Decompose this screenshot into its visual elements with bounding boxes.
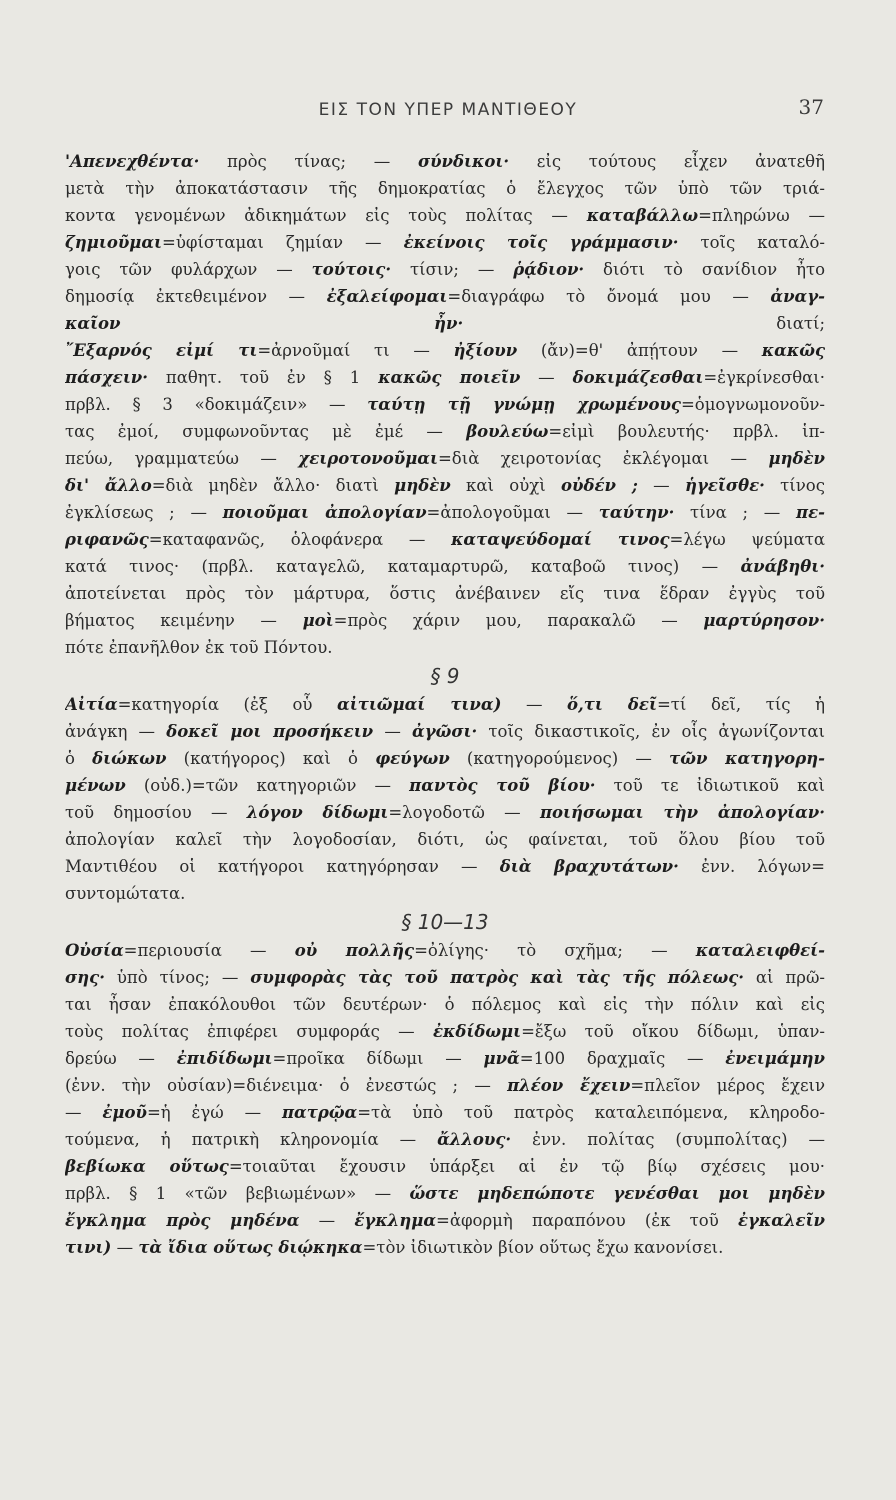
gloss-text: ὑπὸ τίνος; — [104, 968, 251, 987]
text-line [65, 337, 825, 364]
gloss-text: =λέγω ψεύματα [669, 530, 825, 549]
text-line [65, 229, 825, 256]
gloss-text: δημοσίᾳ ἐκτεθειμένον — [65, 287, 327, 306]
text-line [65, 964, 825, 991]
lemma-term: κακῶς ποιεῖν [378, 368, 521, 387]
gloss-text: τοῖς δικαστικοῖς, ἐν οἷς ἀγωνίζονται [477, 722, 825, 741]
lemma-term: ζημιοῦμαι [65, 233, 163, 252]
lemma-term: ταύτην· [598, 503, 675, 522]
lemma-term: ποιοῦμαι ἀπολογίαν [222, 503, 427, 522]
text-line [65, 553, 825, 580]
text-line [65, 472, 825, 499]
gloss-text: εἰς τούτους εἶχεν ἀνατεθῆ [509, 152, 825, 171]
lemma-term: καταλειφθεί- [695, 941, 825, 960]
lemma-term: ἐκδίδωμι [432, 1022, 522, 1041]
text-line [65, 1234, 825, 1261]
text-line [65, 1099, 825, 1126]
lemma-term: τούτοις· [311, 260, 392, 279]
lemma-term: ριφανῶς [65, 530, 149, 549]
text-line [65, 391, 825, 418]
gloss-text: =ἀπολογοῦμαι — [426, 503, 599, 522]
text-line [65, 799, 825, 826]
text-line [65, 991, 825, 1018]
text-line [65, 1045, 825, 1072]
lemma-term: μνᾶ [483, 1049, 520, 1068]
gloss-text: =ὁμογνωμονοῦν- [680, 395, 825, 414]
gloss-text: παθητ. τοῦ ἐν § 1 [148, 368, 379, 387]
gloss-text: πρὸς τίνας; — [199, 152, 418, 171]
gloss-text: ὁ [65, 749, 93, 768]
text-line [65, 256, 825, 283]
gloss-text: (ἐνν. τὴν οὐσίαν)=διένειμα· ὁ ἐνεστώς ; — [65, 1076, 508, 1095]
gloss-text: κοντα γενομένων ἀδικημάτων εἰς τοὺς πολίτας — [65, 206, 587, 225]
lemma-term: πλέον ἔχειν [507, 1076, 631, 1095]
gloss-text: =κατηγορία (ἐξ οὗ [117, 695, 338, 714]
text-line [65, 148, 825, 175]
text-line [65, 607, 825, 634]
lemma-term: παντὸς τοῦ βίου· [409, 776, 596, 795]
lemma-term: ἐκείνοις τοῖς γράμμασιν· [403, 233, 679, 252]
lemma-term: ἄλλους· [437, 1130, 512, 1149]
gloss-text: συντομώτατα. [65, 884, 186, 903]
lemma-term: ὅ,τι δεῖ [567, 695, 657, 714]
lemma-term: πάσχειν· [65, 368, 148, 387]
text-line [65, 1126, 825, 1153]
gloss-text: =ὀλίγης· τὸ σχῆμα; — [414, 941, 696, 960]
gloss-text: =τὰ ὑπὸ τοῦ πατρὸς καταλειπόμενα, κληροδο- [357, 1103, 825, 1122]
text-line [65, 1153, 825, 1180]
text-line [65, 310, 825, 337]
gloss-text: =100 δραχμαῖς — [519, 1049, 726, 1068]
gloss-text: — [299, 1211, 355, 1230]
gloss-text: =πρὸς χάριν μου, παρακαλῶ — [333, 611, 704, 630]
gloss-text: βήματος κειμένην — [65, 611, 303, 630]
gloss-text: =διὰ χειροτονίας ἐκλέγομαι — [437, 449, 769, 468]
text-line [65, 526, 825, 553]
gloss-text: (ἄν)=θ' ἀπῄτουν — [517, 341, 762, 360]
gloss-text: ἀποτείνεται πρὸς τὸν μάρτυρα, ὅστις ἀνέβαινεν εἴς τινα ἕδραν ἐγγὺς τοῦ [65, 584, 825, 603]
lemma-term: ἡγεῖσθε· [685, 476, 765, 495]
lemma-term: ἔγκλημα πρὸς μηδένα [65, 1211, 300, 1230]
gloss-text: =ἀρνοῦμαί τι — [257, 341, 454, 360]
lemma-term: ἐνειμάμην [725, 1049, 825, 1068]
gloss-text: τίσιν; — [391, 260, 514, 279]
gloss-text: =τοιαῦται ἔχουσιν ὑπάρξει αἱ ἐν τῷ βίῳ σχέσεις μου· [228, 1157, 825, 1176]
gloss-text: =τί δεῖ, τίς ἡ [656, 695, 825, 714]
gloss-text: =προῖκα δίδωμι — [272, 1049, 484, 1068]
gloss-text: =εἰμὶ βουλευτής· πρβλ. ἱπ- [548, 422, 825, 441]
lemma-term: ἀγῶσι· [412, 722, 478, 741]
lemma-term: μαρτύρησον· [703, 611, 825, 630]
lemma-term: ἐγκαλεῖν [737, 1211, 825, 1230]
gloss-text: =ἀφορμὴ παραπόνου (ἐκ τοῦ [436, 1211, 738, 1230]
lemma-term: καταψεύδομαί τινος [451, 530, 670, 549]
lemma-term: ὥστε μηδεπώποτε γενέσθαι μοι μηδὲν [409, 1184, 825, 1203]
lemma-term: πατρῷα [281, 1103, 358, 1122]
lemma-term: διὰ βραχυτάτων· [499, 857, 679, 876]
lemma-term: σύνδικοι· [417, 152, 510, 171]
lemma-term: τῶν κατηγορη- [669, 749, 825, 768]
lemma-term: Οὐσία [65, 941, 124, 960]
gloss-text: (κατηγορούμενος) — [449, 749, 670, 768]
lemma-term: καταβάλλω [586, 206, 699, 225]
gloss-text: πρβλ. § 3 «δοκιμάζειν» — [65, 395, 368, 414]
gloss-text: =καταφανῶς, ὁλοφάνερα — [148, 530, 452, 549]
gloss-text: διότι τὸ σανίδιον ἦτο [584, 260, 825, 279]
lemma-term: ῥᾴδιον· [513, 260, 585, 279]
text-line [65, 1072, 825, 1099]
lemma-term: δοκιμάζεσθαι [572, 368, 704, 387]
lemma-term: μένων [65, 776, 126, 795]
gloss-text: =πληρώνω — [698, 206, 825, 225]
section-heading: § 10—13 [401, 910, 489, 934]
gloss-text: τοῦ δημοσίου — [65, 803, 247, 822]
text-line [65, 283, 825, 310]
lemma-term: οὐ πολλῆς [294, 941, 415, 960]
lemma-term: διώκων [92, 749, 167, 768]
gloss-text: κατά τινος· (πρβλ. καταγελῶ, καταμαρτυρῶ, καταβοῶ τινος) — [65, 557, 741, 576]
gloss-text: δρεύω — [65, 1049, 177, 1068]
text-line [65, 718, 825, 745]
gloss-text: ται ἦσαν ἐπακόλουθοι τῶν δευτέρων· ὁ πόλεμος καὶ εἰς τὴν πόλιν καὶ εἰς [65, 995, 825, 1014]
lemma-term: ταύτῃ τῇ γνώμῃ χρωμένους [367, 395, 681, 414]
lemma-term: 'Απενεχθέντα· [65, 152, 200, 171]
lemma-term: πε- [796, 503, 825, 522]
gloss-text: τίνος [764, 476, 825, 495]
gloss-text: τοῦ τε ἰδιωτικοῦ καὶ [595, 776, 825, 795]
gloss-text: — [637, 476, 685, 495]
lemma-term: καῖον ἦν· [65, 314, 464, 333]
gloss-text: γοις τῶν φυλάρχων — [65, 260, 312, 279]
gloss-text: καὶ οὐχὶ [450, 476, 562, 495]
lemma-term: φεύγων [375, 749, 450, 768]
text-line [65, 175, 825, 202]
gloss-text: πότε ἐπανῆλθον ἐκ τοῦ Πόντου. [65, 638, 333, 657]
lemma-term: ἀνάβηθι· [740, 557, 825, 576]
gloss-text: ἀπολογίαν καλεῖ τὴν λογοδοσίαν, διότι, ὡς φαίνεται, τοῦ ὅλου βίου τοῦ [65, 830, 825, 849]
gloss-text: (κατήγορος) καὶ ὁ [166, 749, 376, 768]
gloss-text: αἱ πρῶ- [743, 968, 825, 987]
lemma-term: τινι) [65, 1238, 112, 1257]
page-number: 37 [798, 95, 824, 119]
gloss-text: ἐγκλίσεως ; — [65, 503, 223, 522]
text-line [65, 1180, 825, 1207]
gloss-text: — [501, 695, 568, 714]
lemma-term: χειροτονοῦμαι [298, 449, 438, 468]
lemma-term: ἠξίουν [453, 341, 518, 360]
gloss-text: =λογοδοτῶ — [388, 803, 540, 822]
lemma-term: μοὶ [302, 611, 334, 630]
lemma-term: ἔγκλημα [354, 1211, 437, 1230]
gloss-text: =πλεῖον μέρος ἔχειν [630, 1076, 825, 1095]
text-line [65, 580, 825, 607]
gloss-text: =τὸν ἰδιωτικὸν βίον οὕτως ἔχω κανονίσει. [362, 1238, 724, 1257]
lemma-term: αἰτιῶμαί τινα) [337, 695, 502, 714]
gloss-text: τοὺς πολίτας ἐπιφέρει συμφοράς — [65, 1022, 433, 1041]
gloss-text: ἐνν. πολίτας (συμπολίτας) — [511, 1130, 825, 1149]
gloss-text: — [111, 1238, 139, 1257]
gloss-text: =διαγράφω τὸ ὄνομά μου — [447, 287, 771, 306]
lemma-term: ἐξαλείφομαι [326, 287, 448, 306]
text-line [65, 826, 825, 853]
lemma-term: ἀναγ- [770, 287, 825, 306]
gloss-text: τίνα ; — [674, 503, 797, 522]
text-line [65, 691, 825, 718]
gloss-text: πεύω, γραμματεύω — [65, 449, 299, 468]
text-line [65, 772, 825, 799]
lemma-term: μηδὲν [768, 449, 825, 468]
text-line [65, 937, 825, 964]
lemma-term: οὐδέν ; [561, 476, 638, 495]
lemma-term: ἐπιδίδωμι [176, 1049, 273, 1068]
lemma-term: δι' ἄλλο [65, 476, 152, 495]
section-heading: § 9 [430, 664, 460, 688]
text-line [65, 445, 825, 472]
lemma-term: ῎Εξαρνός εἰμί τι [65, 341, 258, 360]
gloss-text: =ἡ ἐγώ — [146, 1103, 282, 1122]
text-line [65, 853, 825, 880]
gloss-text: =περιουσία — [123, 941, 295, 960]
gloss-text: διατί; [463, 314, 825, 333]
gloss-text: — [65, 1103, 103, 1122]
gloss-text: μετὰ τὴν ἀποκατάστασιν τῆς δημοκρατίας ὁ ἔλεγχος τῶν ὑπὸ τῶν τριά- [65, 179, 825, 198]
gloss-text: τας ἐμοί, συμφωνοῦντας μὲ ἐμέ — [65, 422, 467, 441]
lemma-term: σης· [65, 968, 105, 987]
gloss-text: ἐνν. λόγων= [678, 857, 825, 876]
text-line [65, 1018, 825, 1045]
gloss-text: — [520, 368, 573, 387]
gloss-text: ἀνάγκη — [65, 722, 167, 741]
text-line [65, 1207, 825, 1234]
lemma-term: βεβίωκα οὕτως [65, 1157, 229, 1176]
lemma-term: ποιήσωμαι τὴν ἀπολογίαν· [539, 803, 825, 822]
text-line [65, 364, 825, 391]
gloss-text: τοῖς καταλό- [678, 233, 825, 252]
gloss-text: — [373, 722, 413, 741]
gloss-text: (οὐδ.)=τῶν κατηγοριῶν — [125, 776, 410, 795]
text-line [65, 880, 825, 907]
lemma-term: Αἰτία [65, 695, 118, 714]
gloss-text: τούμενα, ἡ πατρικὴ κληρονομία — [65, 1130, 438, 1149]
lemma-term: κακῶς [761, 341, 825, 360]
lemma-term: ἐμοῦ [102, 1103, 147, 1122]
lemma-term: βουλεύω [466, 422, 549, 441]
gloss-text: =ὑφίσταμαι ζημίαν — [162, 233, 404, 252]
lemma-term: συμφορὰς τὰς τοῦ πατρὸς καὶ τὰς τῆς πόλεως· [250, 968, 744, 987]
gloss-text: πρβλ. § 1 «τῶν βεβιωμένων» — [65, 1184, 410, 1203]
running-head: ΕΙΣ ΤΟΝ ΥΠΕΡ ΜΑΝΤΙΘΕΟΥ [318, 100, 578, 120]
lemma-term: τὰ ἴδια οὕτως διῴκηκα [138, 1238, 363, 1257]
text-line [65, 634, 825, 661]
commentary-text [65, 148, 825, 1261]
lemma-term: λόγον δίδωμι [246, 803, 389, 822]
text-line [65, 202, 825, 229]
text-line [65, 499, 825, 526]
lemma-term: δοκεῖ μοι προσήκειν [166, 722, 374, 741]
gloss-text: =ἐγκρίνεσθαι· [703, 368, 825, 387]
gloss-text: Μαντιθέου οἱ κατήγοροι κατηγόρησαν — [65, 857, 500, 876]
text-line [65, 745, 825, 772]
text-line [65, 418, 825, 445]
gloss-text: =ἔξω τοῦ οἴκου δίδωμι, ὑπαν- [521, 1022, 825, 1041]
lemma-term: μηδὲν [394, 476, 451, 495]
gloss-text: =διὰ μηδὲν ἄλλο· διατὶ [151, 476, 395, 495]
